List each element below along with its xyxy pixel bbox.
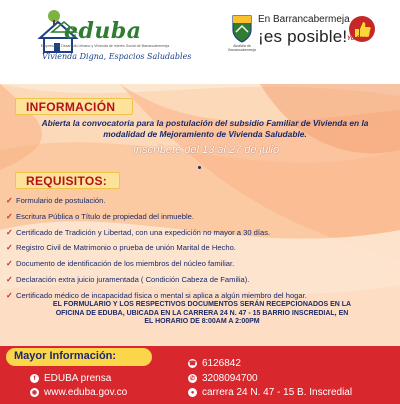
footer-title-pill	[6, 348, 152, 366]
info-banner	[15, 98, 133, 115]
address-contact	[188, 387, 352, 398]
check-icon: ✓	[6, 211, 13, 221]
city-slogan: ¡es posible!	[258, 27, 348, 46]
requirement-text: Certificado de Tradición y Libertad, con una expedición no mayor a 30 días.	[16, 227, 271, 237]
eduba-slogan: Vivienda Digna, Espacios Saludables	[42, 52, 192, 61]
registration-dates: Inscríbete del 13 al 27 de julio	[132, 144, 280, 156]
check-icon: ✓	[6, 259, 13, 269]
city-crest-icon	[231, 14, 253, 44]
list-item	[6, 211, 394, 227]
campaign-label: Yo Creo	[347, 36, 370, 42]
requirements-heading: REQUISITOS:	[26, 174, 108, 188]
footer-title: Mayor Información:	[14, 350, 117, 362]
phone-contact-1[interactable]	[188, 358, 241, 369]
eduba-logo-text: eduba	[64, 18, 142, 44]
requirements-list	[6, 195, 394, 306]
list-item	[6, 195, 394, 211]
phone-contact-2[interactable]	[188, 373, 258, 384]
crest-label: Alcaldía de Barrancabermeja	[228, 44, 256, 52]
eduba-logo-fine-print: Empresa de Desarrollo Urbano y Vivienda de Interés Social de Barrancabermeja	[40, 44, 170, 48]
list-item	[6, 227, 394, 243]
closing-notice: EL FORMULARIO Y LOS RESPECTIVOS DOCUMENTOS SERÁN RECEPCIONADOS EN LA OFICINA DE EDUBA, UBICADA EN LA CARRERA 24 N. 47 - 15 BARRIO INSCREDIAL, EN EL HORARIO DE 8:00AM A 2:00PM	[52, 301, 352, 326]
location-pin-icon: ●	[188, 388, 197, 397]
facebook-icon: f	[30, 374, 39, 383]
mobile-phone-icon: ✆	[189, 376, 196, 382]
check-icon: ✓	[6, 227, 13, 237]
requirement-text: Escritura Pública o Título de propiedad del inmueble.	[16, 211, 194, 221]
requirement-text: Registro Civil de Matrimonio o prueba de unión Marital de Hecho.	[16, 243, 236, 253]
phone-1-label: 6126842	[202, 358, 241, 369]
info-heading: INFORMACIÓN	[26, 100, 116, 114]
website-link[interactable]	[30, 387, 127, 398]
check-icon: ✓	[6, 274, 13, 284]
list-item	[6, 258, 394, 274]
requirement-text: Documento de identificación de los miembros del núcleo familiar.	[16, 259, 235, 269]
city-line: En Barrancabermeja	[258, 14, 350, 25]
list-item	[6, 242, 394, 258]
phone-2-label: 3208094700	[202, 373, 258, 384]
requirement-text: Declaración extra juicio juramentada ( Condición Cabeza de Familia).	[16, 274, 250, 284]
address-label: carrera 24 N. 47 - 15 B. Inscredial	[202, 387, 353, 398]
website-label: www.eduba.gov.co	[44, 387, 128, 398]
check-icon: ✓	[6, 290, 13, 300]
check-icon: ✓	[6, 243, 13, 253]
facebook-contact[interactable]	[30, 373, 111, 384]
facebook-label: EDUBA prensa	[44, 373, 112, 384]
phone-icon: ☎	[188, 361, 197, 367]
requirement-text: Certificado médico de incapacidad física o mental si aplica a algún miembro del hogar.	[16, 290, 307, 300]
requirements-banner	[15, 172, 120, 189]
info-intro: Abierta la convocatoria para la postulación del subsidio Familiar de Vivienda en la modalidad de Mejoramiento de Vivienda Saludable.	[41, 118, 369, 139]
header	[0, 0, 400, 84]
requirement-text: Formulario de postulación.	[16, 196, 106, 205]
check-icon: ✓	[6, 196, 13, 205]
list-item	[6, 274, 394, 290]
bullet-marker	[198, 166, 201, 169]
globe-icon: ◉	[31, 390, 38, 396]
